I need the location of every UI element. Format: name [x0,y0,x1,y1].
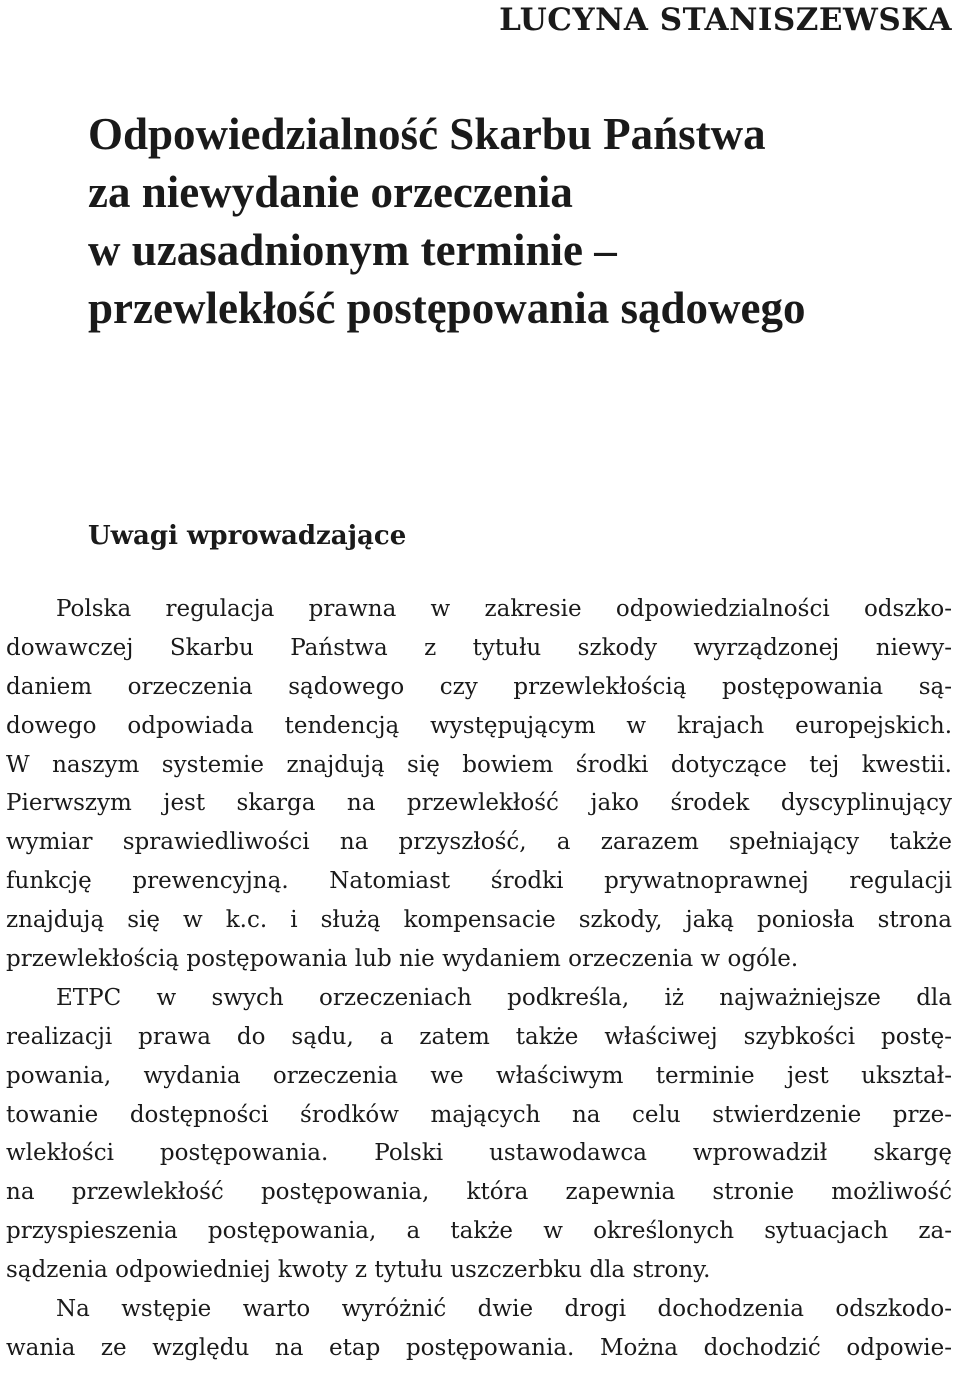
paragraph-line: na przewlekłość postępowania, która zapewnia stronie możliwość [6,1179,952,1206]
title-line: przewlekłość postępowania sądowego [88,283,806,333]
paragraph-line: powania, wydania orzeczenia we właściwym terminie jest ukształ- [6,1062,952,1089]
paragraph-line: sądzenia odpowiedniej kwoty z tytułu uszczerbku dla strony. [6,1257,711,1284]
paragraph-line: dowego odpowiada tendencją występującym w krajach europejskich. [6,712,952,739]
paragraph-line: Pierwszym jest skarga na przewlekłość jako środek dyscyplinujący [6,790,952,817]
paragraph-line: Polska regulacja prawna w zakresie odpowiedzialności odszko- [56,596,952,622]
paragraph-line: wymiar sprawiedliwości na przyszłość, a zarazem spełniający także [6,829,952,856]
title-line: za niewydanie orzeczenia [88,167,573,217]
paragraph-line: W naszym systemie znajdują się bowiem środki dotyczące tej kwestii. [6,751,952,778]
body-text [6,590,952,1368]
paragraph-line: funkcję prewencyjną. Natomiast środki prywatnoprawnej regulacji [6,868,952,895]
title-line: Odpowiedzialność Skarbu Państwa [88,109,766,159]
paragraph-line: przyspieszenia postępowania, a także w określonych sytuacjach za- [6,1218,952,1245]
title-line: w uzasadnionym terminie – [88,225,617,275]
paragraph-line: znajdują się w k.c. i służą kompensacie szkody, jaką poniosła strona [6,907,952,934]
paragraph-line: daniem orzeczenia sądowego czy przewlekłością postępowania są- [6,673,952,700]
paragraph-line: dowawczej Skarbu Państwa z tytułu szkody wyrządzonej niewy- [6,634,952,661]
paragraph-line: towanie dostępności środków mających na celu stwierdzenie prze- [6,1101,952,1128]
paragraph-line: wania ze względu na etap postępowania. Można dochodzić odpowie- [6,1334,952,1361]
paragraph-line: przewlekłością postępowania lub nie wydaniem orzeczenia w ogóle. [6,946,799,973]
chapter-title [88,105,948,337]
paragraph-line: realizacji prawa do sądu, a zatem także właściwej szybkości postę- [6,1023,952,1050]
running-header-author: LUCYNA STANISZEWSKA [499,2,952,38]
paragraph-line: wlekłości postępowania. Polski ustawodawca wprowadził skargę [6,1140,952,1167]
paragraph-line: Na wstępie warto wyróżnić dwie drogi dochodzenia odszkodo- [56,1296,952,1323]
paragraph-line: ETPC w swych orzeczeniach podkreśla, iż najważniejsze dla [56,984,952,1011]
section-heading: Uwagi wprowadzające [88,521,407,551]
